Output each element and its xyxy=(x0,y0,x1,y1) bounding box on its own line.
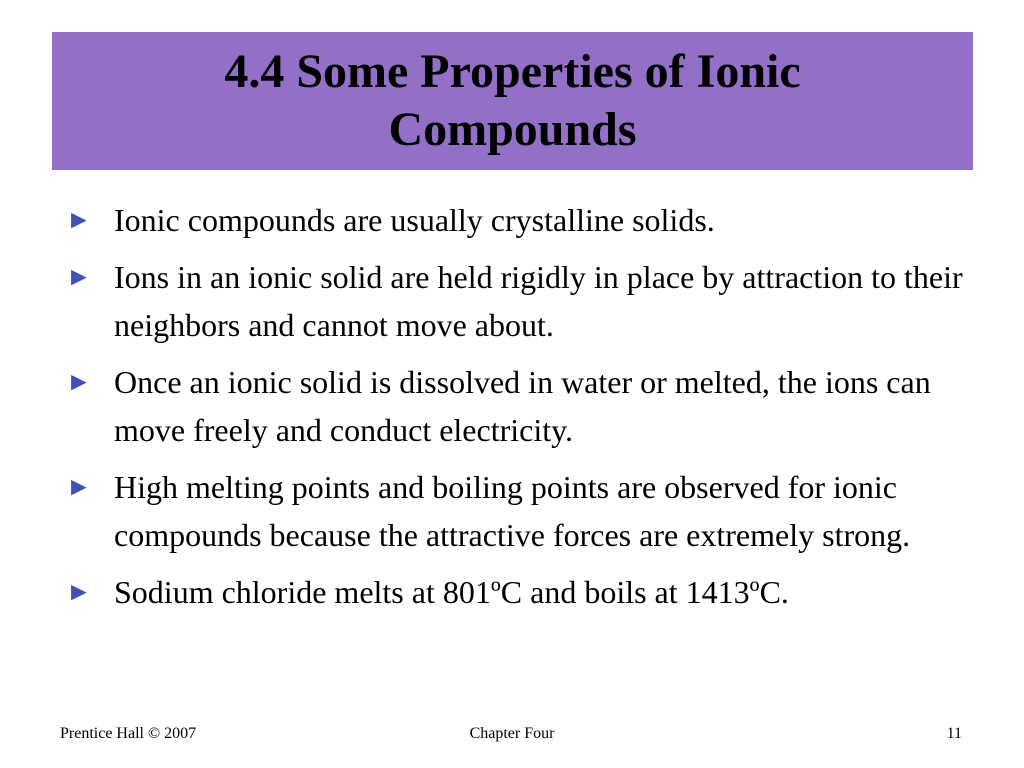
bullet-arrow-icon: ► xyxy=(66,262,92,291)
bullet-text: Ions in an ionic solid are held rigidly in place by attraction to their neighbors and cannot move about. xyxy=(114,259,963,343)
bullet-item xyxy=(62,196,972,244)
bullet-item xyxy=(62,568,972,616)
bullet-arrow-icon: ► xyxy=(66,367,92,396)
bullet-arrow-icon: ► xyxy=(66,472,92,501)
slide-number: 11 xyxy=(946,725,962,742)
bullet-text: Sodium chloride melts at 801ºC and boils at 1413ºC. xyxy=(114,574,789,610)
bullet-arrow-icon: ► xyxy=(66,577,92,606)
bullet-item xyxy=(62,253,972,349)
bullet-text: Ionic compounds are usually crystalline solids. xyxy=(114,202,715,238)
bullet-text: Once an ionic solid is dissolved in water or melted, the ions can move freely and conduct electricity. xyxy=(114,364,931,448)
title-bar xyxy=(52,32,973,170)
slide-title: 4.4 Some Properties of Ionic Compounds xyxy=(224,45,801,156)
footer-chapter: Chapter Four xyxy=(469,725,555,742)
footer-copyright: Prentice Hall © 2007 xyxy=(60,725,197,742)
bullet-item xyxy=(62,358,972,454)
bullet-list xyxy=(62,196,972,625)
bullet-arrow-icon: ► xyxy=(66,205,92,234)
bullet-text: High melting points and boiling points are observed for ionic compounds because the attractive forces are extremely strong. xyxy=(114,469,911,553)
bullet-item xyxy=(62,463,972,559)
